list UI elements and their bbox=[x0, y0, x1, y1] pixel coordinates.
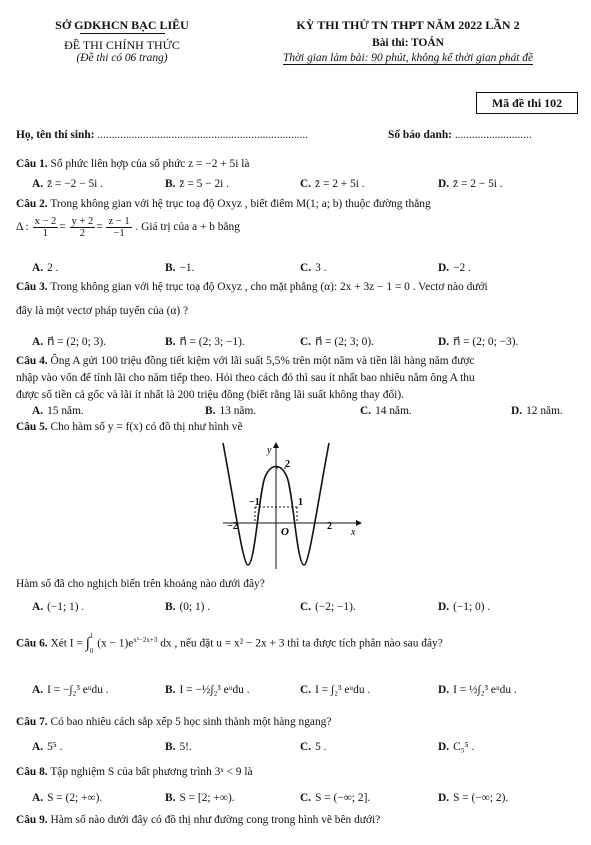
origin-label: O bbox=[281, 526, 289, 538]
fraction-y bbox=[70, 216, 96, 239]
option-letter: B. bbox=[165, 601, 176, 613]
q7-option-a[interactable] bbox=[32, 741, 62, 753]
question-number: Câu 1. bbox=[16, 158, 48, 170]
option-text: I = ∫₂³ eᵘdu . bbox=[315, 684, 371, 696]
q4-option-d[interactable] bbox=[511, 405, 563, 417]
q1-option-a[interactable] bbox=[32, 178, 103, 190]
question-1 bbox=[16, 158, 575, 170]
question-number: Câu 3. bbox=[16, 281, 48, 293]
label-2-y: 2 bbox=[285, 459, 290, 470]
q1-option-b[interactable] bbox=[165, 178, 229, 190]
option-letter: C. bbox=[300, 262, 312, 274]
option-text: 2 . bbox=[47, 262, 59, 274]
student-name-dots: .......................................................................... bbox=[97, 129, 309, 141]
numerator: x − 2 bbox=[34, 216, 57, 227]
q8-option-c[interactable] bbox=[300, 792, 370, 804]
option-letter: C. bbox=[300, 336, 312, 348]
question-text: Tập nghiệm S của bất phương trình 3ˣ < 9 là bbox=[50, 766, 253, 778]
option-letter: A. bbox=[32, 405, 44, 417]
question-7 bbox=[16, 716, 575, 728]
question-5-ask: Hàm số đã cho nghịch biến trên khoảng nào dưới đây? bbox=[16, 578, 265, 590]
exam-code-box: Mã đề thi 102 bbox=[476, 92, 578, 114]
question-number: Câu 7. bbox=[16, 716, 48, 728]
option-text: S = (−∞; 2). bbox=[453, 792, 509, 804]
option-letter: D. bbox=[438, 792, 450, 804]
option-text: (0; 1) . bbox=[179, 601, 211, 613]
question-number: Câu 5. bbox=[16, 421, 48, 433]
option-letter: C. bbox=[300, 741, 312, 753]
q1-option-d[interactable] bbox=[438, 178, 503, 190]
q6-option-d[interactable] bbox=[438, 684, 517, 696]
option-text: n⃗ = (2; 0; 3). bbox=[47, 336, 106, 348]
label-minus-2: −2 bbox=[227, 521, 238, 532]
option-letter: D. bbox=[438, 262, 450, 274]
q6-option-c[interactable] bbox=[300, 684, 370, 696]
option-letter: C. bbox=[360, 405, 372, 417]
option-text: n⃗ = (2; 3; 0). bbox=[315, 336, 374, 348]
option-letter: B. bbox=[205, 405, 216, 417]
header-divider bbox=[80, 33, 165, 34]
option-text: (−1; 0) . bbox=[453, 601, 491, 613]
option-letter: C. bbox=[300, 684, 312, 696]
q3-option-c[interactable] bbox=[300, 334, 374, 348]
option-text: z̄ = 5 − 2i . bbox=[179, 178, 229, 190]
question-8 bbox=[16, 766, 575, 778]
option-letter: A. bbox=[32, 601, 44, 613]
option-letter: B. bbox=[165, 178, 176, 190]
numerator: y + 2 bbox=[71, 216, 94, 227]
question-tail: . Giá trị của a + b bằng bbox=[135, 221, 240, 234]
x-axis-label: x bbox=[351, 527, 356, 538]
label-2-x: 2 bbox=[327, 521, 332, 532]
time-text: Thời gian làm bài: 90 phút, không kể thời gian phát đề bbox=[282, 52, 534, 64]
option-letter: A. bbox=[32, 741, 44, 753]
option-text: −2 . bbox=[453, 262, 471, 274]
question-text: Hàm số nào dưới đây có đồ thị như đường cong trong hình vẽ bên dưới? bbox=[50, 814, 381, 826]
option-letter: D. bbox=[511, 405, 523, 417]
option-letter: B. bbox=[165, 336, 176, 348]
question-9 bbox=[16, 814, 575, 826]
option-text: 14 năm. bbox=[375, 405, 412, 417]
question-text: Ông A gửi 100 triệu đồng tiết kiệm với lãi suất 5,5% trên một năm và tiền lãi hàng năm được bbox=[50, 355, 475, 367]
option-text: −1. bbox=[179, 262, 195, 274]
q4-option-c[interactable] bbox=[360, 405, 412, 417]
y-axis-label: y bbox=[267, 445, 272, 456]
denominator: −1 bbox=[113, 228, 125, 239]
option-text: 13 năm. bbox=[219, 405, 257, 417]
q3-option-b[interactable] bbox=[165, 334, 245, 348]
q7-option-c[interactable] bbox=[300, 741, 326, 753]
function-graph bbox=[215, 437, 365, 572]
option-text: 5 . bbox=[315, 741, 327, 753]
student-name-row bbox=[16, 129, 308, 141]
q8-option-d[interactable] bbox=[438, 792, 508, 804]
option-letter: C. bbox=[300, 601, 312, 613]
question-text: Có bao nhiêu cách sắp xếp 5 học sinh thành một hàng ngang? bbox=[50, 716, 332, 728]
question-text: Trong không gian với hệ trục toạ độ Oxyz , biết điểm M(1; a; b) thuộc đường thẳng bbox=[50, 198, 431, 210]
option-letter: D. bbox=[438, 178, 450, 190]
option-text: z̄ = 2 − 5i . bbox=[453, 178, 503, 190]
question-5 bbox=[16, 421, 575, 433]
denominator: 2 bbox=[79, 228, 85, 239]
q4-option-b[interactable] bbox=[205, 405, 256, 417]
option-text: C₅⁵ . bbox=[453, 741, 475, 753]
q7-option-b[interactable] bbox=[165, 741, 192, 753]
question-number: Câu 6. bbox=[16, 637, 48, 650]
q6-option-a[interactable] bbox=[32, 684, 109, 696]
question-4-line-2: nhập vào vốn để tính lãi cho năm tiếp theo. Hỏi theo cách đó thì sau ít nhất bao nhiêu năm ông A thu bbox=[16, 372, 475, 384]
fraction-z bbox=[106, 216, 131, 239]
q7-option-d[interactable] bbox=[438, 741, 474, 753]
numerator: z − 1 bbox=[108, 216, 130, 227]
question-4-line-3: được số tiền cả gốc và lãi ít nhất là 200 triệu đồng (biết rằng lãi suất không thay đổi). bbox=[16, 389, 404, 401]
question-number: Câu 9. bbox=[16, 814, 48, 826]
question-number: Câu 4. bbox=[16, 355, 48, 367]
q6-option-b[interactable] bbox=[165, 684, 250, 696]
option-text: I = −∫₂³ eᵘdu . bbox=[47, 684, 109, 696]
question-2 bbox=[16, 198, 575, 210]
option-letter: A. bbox=[32, 262, 44, 274]
student-id-row bbox=[388, 129, 532, 141]
fraction-x bbox=[33, 216, 59, 239]
exam-title: KỲ THI THỬ TN THPT NĂM 2022 LẦN 2 bbox=[296, 18, 520, 32]
option-text: 5⁵ . bbox=[47, 741, 63, 753]
q5-option-b[interactable] bbox=[165, 601, 210, 613]
option-letter: B. bbox=[165, 792, 176, 804]
option-letter: B. bbox=[165, 262, 176, 274]
student-id-dots: ........................... bbox=[454, 129, 532, 141]
question-2-line-delta: Δ : $\frac{x - 2}{1}$ = $\frac{y + 2}{2}$ = $\frac{z - 1}{-1}$ . Giá trị của a + b bằng bbox=[16, 216, 240, 239]
option-letter: D. bbox=[438, 741, 450, 753]
option-letter: D. bbox=[438, 684, 450, 696]
q4-option-a[interactable] bbox=[32, 405, 84, 417]
option-text: 3 . bbox=[315, 262, 327, 274]
label-1: 1 bbox=[298, 497, 303, 508]
option-text: (−2; −1). bbox=[315, 601, 356, 613]
option-text: I = −½∫₂³ eᵘdu . bbox=[179, 684, 250, 696]
official-label: ĐỀ THI CHÍNH THỨC bbox=[64, 38, 180, 52]
question-6 bbox=[16, 632, 575, 656]
q5-option-a[interactable] bbox=[32, 601, 84, 613]
option-text: 5!. bbox=[179, 741, 192, 753]
option-letter: B. bbox=[165, 684, 176, 696]
q8-option-b[interactable] bbox=[165, 792, 235, 804]
q5-option-d[interactable] bbox=[438, 601, 490, 613]
question-number: Câu 8. bbox=[16, 766, 48, 778]
option-text: S = (−∞; 2]. bbox=[315, 792, 371, 804]
lower-limit: 0 bbox=[89, 647, 94, 655]
option-letter: A. bbox=[32, 792, 44, 804]
question-text: Trong không gian với hệ trục toạ độ Oxyz , cho mặt phẳng (α): 2x + 3z − 1 = 0 . Vectơ nào dưới bbox=[50, 281, 488, 293]
time-label bbox=[240, 52, 576, 64]
question-4 bbox=[16, 355, 575, 367]
option-letter: D. bbox=[438, 336, 450, 348]
integral-limits bbox=[90, 632, 94, 656]
question-text: Cho hàm số y = f(x) có đồ thị như hình vẽ bbox=[50, 421, 243, 433]
option-text: 15 năm. bbox=[47, 405, 84, 417]
option-text: (−1; 1) . bbox=[47, 601, 85, 613]
question-3-line-2: đây là một vectơ pháp tuyến của (α) ? bbox=[16, 305, 189, 317]
option-letter: A. bbox=[32, 336, 44, 348]
student-name-label: Họ, tên thí sinh: bbox=[16, 129, 95, 141]
option-letter: C. bbox=[300, 792, 312, 804]
denominator: 1 bbox=[42, 228, 49, 239]
student-id-label: Số báo danh: bbox=[388, 129, 452, 141]
q3-option-d[interactable] bbox=[438, 334, 518, 348]
question-number: Câu 2. bbox=[16, 198, 48, 210]
department-name: SỞ GDKHCN BẠC LIÊU bbox=[55, 18, 189, 32]
option-text: n⃗ = (2; 3; −1). bbox=[179, 336, 245, 348]
option-letter: B. bbox=[165, 741, 176, 753]
q8-option-a[interactable] bbox=[32, 792, 102, 804]
subject-label: Bài thi: TOÁN bbox=[372, 37, 444, 49]
q2-option-a[interactable] bbox=[32, 262, 58, 274]
question-pre: Xét I = bbox=[50, 637, 83, 650]
q2-option-b[interactable] bbox=[165, 262, 194, 274]
option-text: n⃗ = (2; 0; −3). bbox=[453, 336, 519, 348]
exponent: x²−2x+3 bbox=[133, 635, 158, 644]
option-text: I = ½∫₂³ eᵘdu . bbox=[453, 684, 517, 696]
integrand: (x − 1)e bbox=[97, 637, 134, 650]
page-count: (Đề thi có 06 trang) bbox=[76, 52, 168, 64]
q2-option-c[interactable] bbox=[300, 262, 326, 274]
option-text: z̄ = 2 + 5i . bbox=[315, 178, 365, 190]
q1-option-c[interactable] bbox=[300, 178, 365, 190]
option-text: 12 năm. bbox=[526, 405, 563, 417]
question-text: Số phức liên hợp của số phức z = −2 + 5i là bbox=[50, 158, 250, 170]
question-3 bbox=[16, 281, 575, 293]
q3-option-a[interactable] bbox=[32, 334, 106, 348]
option-text: S = [2; +∞). bbox=[179, 792, 235, 804]
q2-option-d[interactable] bbox=[438, 262, 471, 274]
label-minus-1: −1 bbox=[249, 497, 260, 508]
option-letter: D. bbox=[438, 601, 450, 613]
question-post: dx , nếu đặt u = x² − 2x + 3 thì ta được tích phân nào sau đây? bbox=[160, 637, 443, 650]
option-letter: A. bbox=[32, 684, 44, 696]
option-text: z̄ = −2 − 5i . bbox=[47, 178, 104, 190]
option-letter: A. bbox=[32, 178, 44, 190]
delta-symbol: Δ : bbox=[16, 221, 29, 234]
option-letter: C. bbox=[300, 178, 312, 190]
option-text: S = (2; +∞). bbox=[47, 792, 103, 804]
upper-limit: 1 bbox=[89, 632, 94, 640]
integral-sign: ∫ bbox=[85, 635, 90, 652]
q5-option-c[interactable] bbox=[300, 601, 356, 613]
